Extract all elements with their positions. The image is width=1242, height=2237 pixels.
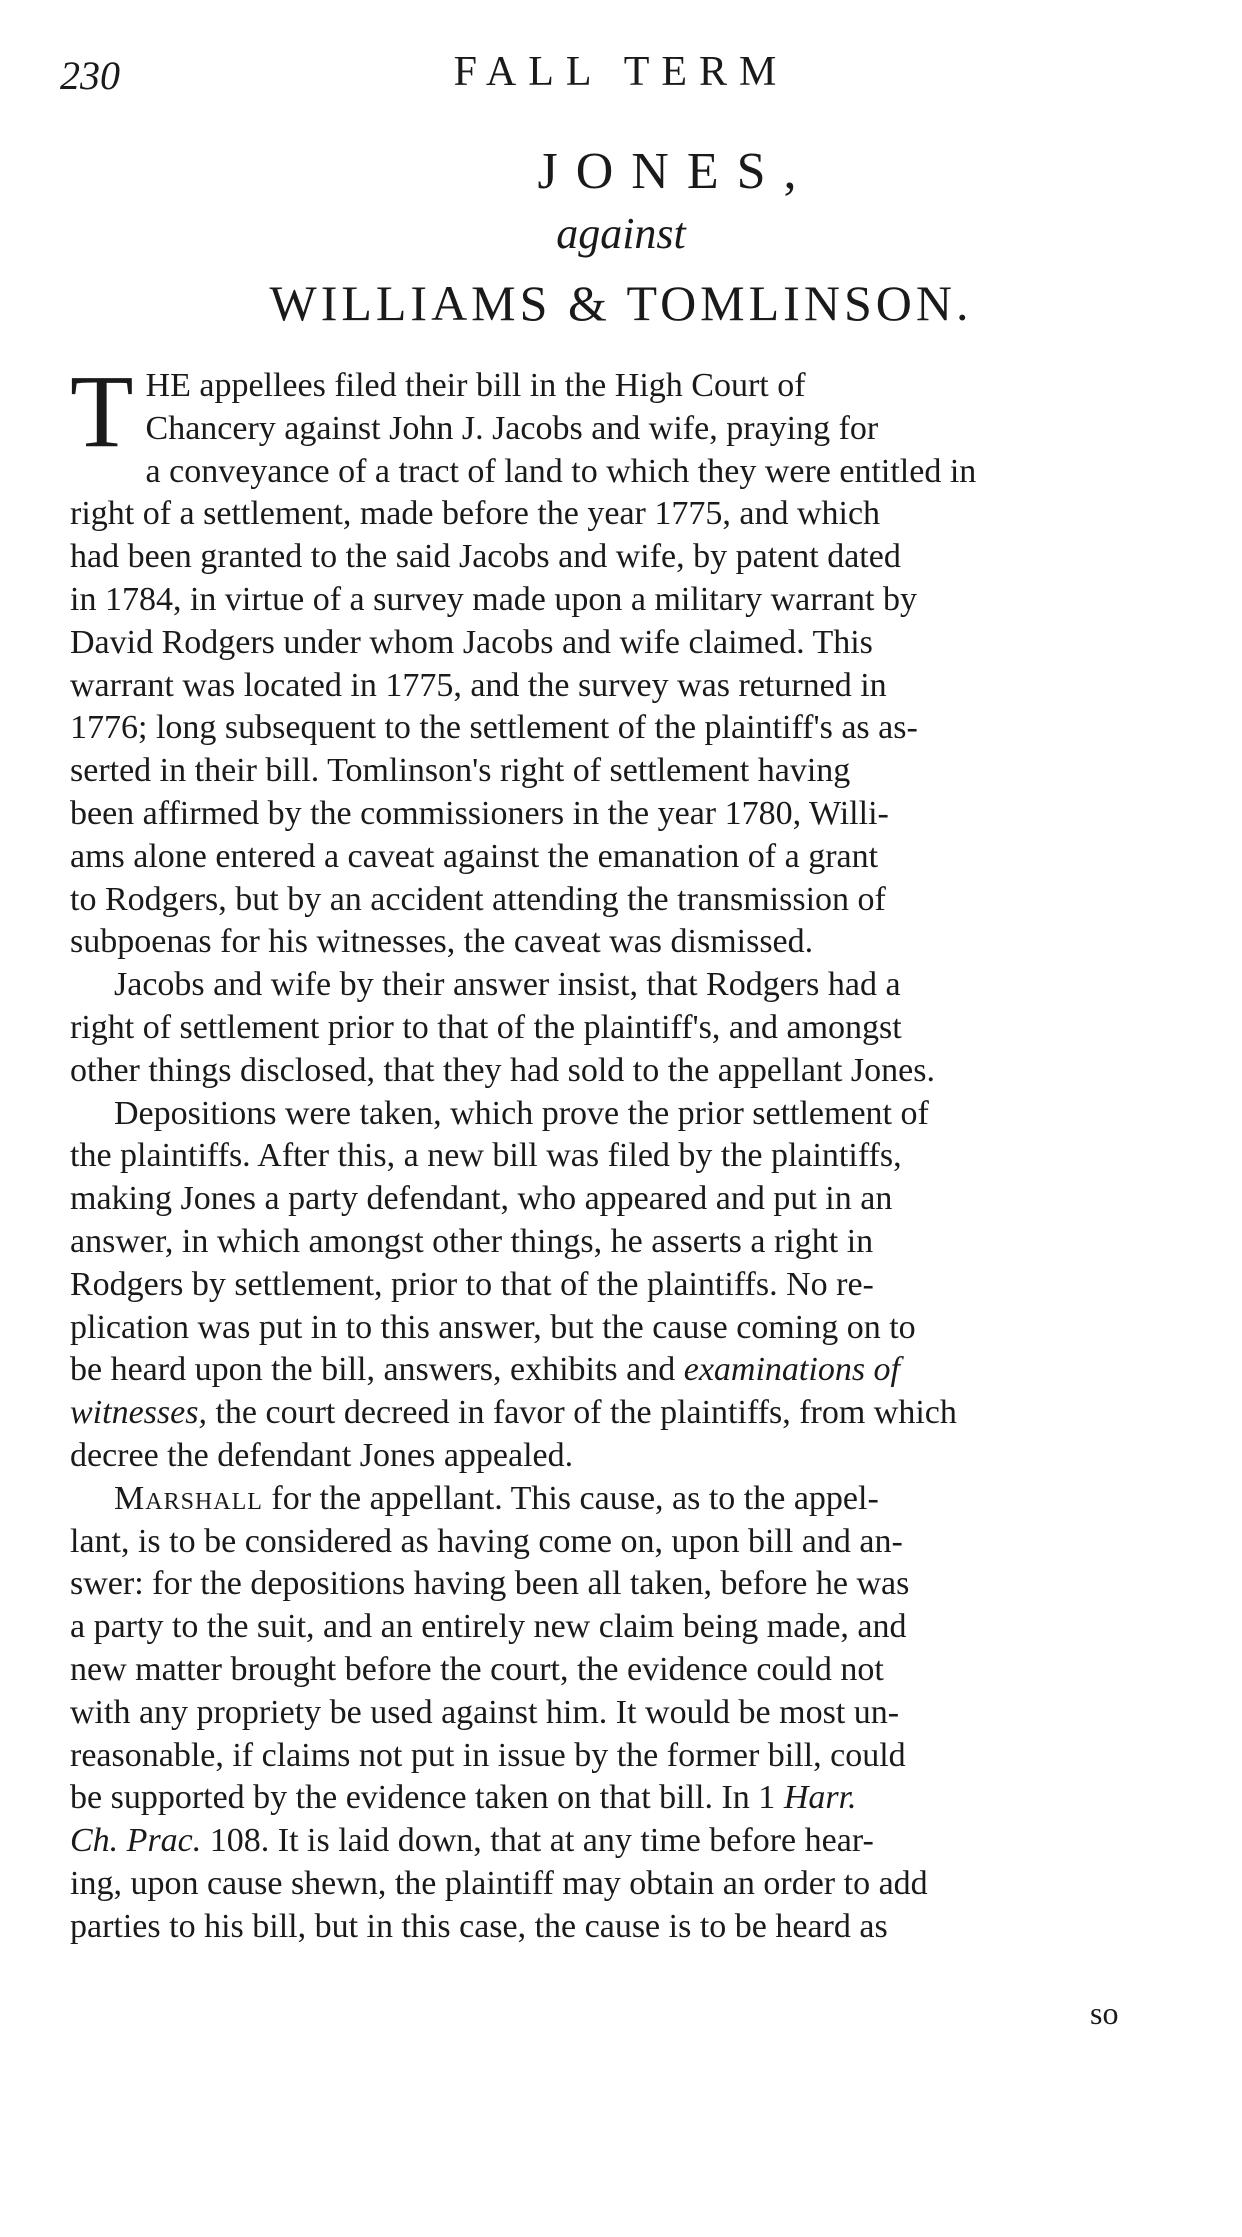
text-line: 1776; long subsequent to the settlement of the plaintiff's as as- xyxy=(70,709,918,747)
text-line: Depositions were taken, which prove the prior settlement of xyxy=(114,1094,929,1132)
text-segment: be supported by the evidence taken on that bill. In 1 xyxy=(70,1779,776,1817)
paragraph-1 xyxy=(70,354,1170,964)
citation: Ch. Prac. xyxy=(70,1822,202,1860)
text-segment: for the appellant. This cause, as to the appel- xyxy=(271,1479,879,1517)
text-segment: be heard upon the bill, answers, exhibits and xyxy=(70,1351,676,1389)
text-line: David Rodgers under whom Jacobs and wife claimed. This xyxy=(70,623,873,661)
against-label: against xyxy=(556,209,686,258)
text-line: a party to the suit, and an entirely new claim being made, and xyxy=(70,1608,907,1646)
text-line: right of a settlement, made before the year 1775, and which xyxy=(70,495,881,533)
text-line: new matter brought before the court, the evidence could not xyxy=(70,1650,884,1688)
text-line: Jacobs and wife by their answer insist, that Rodgers had a xyxy=(114,966,901,1004)
text-line: been affirmed by the commissioners in the year 1780, Willi- xyxy=(70,794,889,832)
text-line: had been granted to the said Jacobs and wife, by patent dated xyxy=(70,538,901,576)
text-line: HE appellees filed their bill in the High Court of xyxy=(145,367,806,404)
text-line: in 1784, in virtue of a survey made upon a military warrant by xyxy=(70,580,917,618)
text-line xyxy=(70,1392,1170,1435)
text-line: ing, upon cause shewn, the plaintiff may obtain an order to add xyxy=(70,1864,928,1902)
paragraph-4 xyxy=(70,1478,1170,1949)
text-line: with any propriety be used against him. It would be most un- xyxy=(70,1693,900,1731)
text-line: decree the defendant Jones appealed. xyxy=(70,1436,574,1474)
text-line: Rodgers by settlement, prior to that of the plaintiffs. No re- xyxy=(70,1265,874,1303)
text-line: Chancery against John J. Jacobs and wife, praying for xyxy=(145,409,879,447)
case-title xyxy=(0,140,1242,340)
speaker-name: Marshall xyxy=(114,1479,263,1517)
text-line: a conveyance of a tract of land to which they were entitled in xyxy=(145,452,977,490)
text-line: parties to his bill, but in this case, the cause is to be heard as xyxy=(70,1907,888,1945)
plaintiff-name: JONES, xyxy=(537,143,815,200)
text-line: subpoenas for his witnesses, the caveat was dismissed. xyxy=(70,923,814,961)
italic-text: examinations of xyxy=(683,1351,901,1389)
text-line: making Jones a party defendant, who appeared and put in an xyxy=(70,1180,893,1218)
text-line: right of settlement prior to that of the plaintiff's, and amongst xyxy=(70,1008,902,1046)
citation: Harr. xyxy=(783,1779,857,1817)
italic-text: witnesses, xyxy=(70,1394,207,1432)
text-line: answer, in which amongst other things, he asserts a right in xyxy=(70,1222,874,1260)
text-line xyxy=(70,1478,1170,1521)
text-line xyxy=(70,1820,1170,1863)
running-head: FALL TERM xyxy=(453,49,789,95)
page-number: 230 xyxy=(60,53,120,98)
text-segment: the court decreed in favor of the plaintiffs, from which xyxy=(215,1394,957,1432)
text-line: the plaintiffs. After this, a new bill was filed by the plaintiffs, xyxy=(70,1137,902,1175)
text-line: serted in their bill. Tomlinson's right of settlement having xyxy=(70,752,851,790)
paragraph-2 xyxy=(70,964,1170,1092)
page-header xyxy=(60,48,1182,108)
text-line: reasonable, if claims not put in issue by the former bill, could xyxy=(70,1736,906,1774)
text-line: other things disclosed, that they had sold to the appellant Jones. xyxy=(70,1051,935,1089)
text-line xyxy=(70,1349,1170,1392)
text-line: swer: for the depositions having been all taken, before he was xyxy=(70,1565,910,1603)
body-text xyxy=(70,354,1170,1948)
text-line: ams alone entered a caveat against the emanation of a grant xyxy=(70,837,879,875)
catchword: so xyxy=(1090,1995,1119,2031)
text-line: plication was put in to this answer, but the cause coming on to xyxy=(70,1308,916,1346)
paragraph-3 xyxy=(70,1093,1170,1478)
text-line: lant, is to be considered as having come on, upon bill and an- xyxy=(70,1522,903,1560)
defendants-name: WILLIAMS & TOMLINSON. xyxy=(269,275,973,331)
drop-cap: T xyxy=(70,354,134,469)
text-line: to Rodgers, but by an accident attending the transmission of xyxy=(70,880,886,918)
text-line: warrant was located in 1775, and the survey was returned in xyxy=(70,666,887,704)
text-segment: 108. It is laid down, that at any time before hear- xyxy=(209,1822,874,1860)
text-line xyxy=(70,1777,1170,1820)
